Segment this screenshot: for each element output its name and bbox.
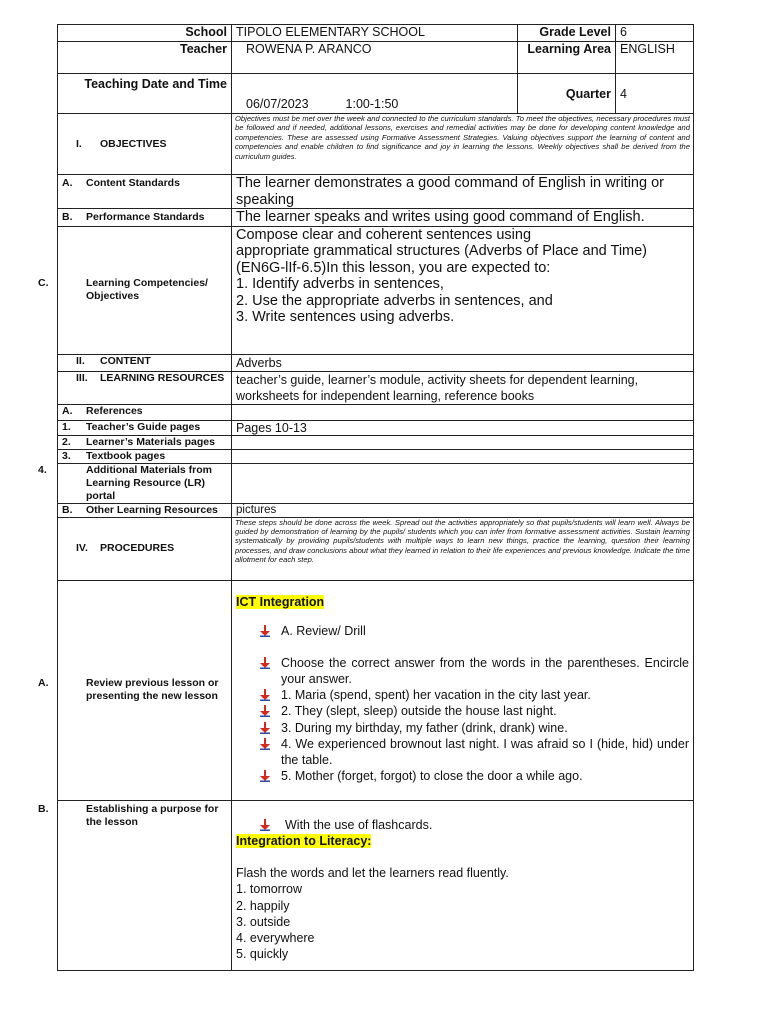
purpose-label: B. Establishing a purpose for the lesson <box>58 800 232 970</box>
learning-area-value: ENGLISH <box>616 42 694 74</box>
reference-item-label: 1. Teacher’s Guide pages <box>58 420 232 435</box>
reference-item-value <box>232 463 694 503</box>
list-item: Choose the correct answer from the words in the parentheses. Encircle your answer. <box>236 655 689 687</box>
word-item: 3. outside <box>236 914 291 929</box>
performance-standards-label: B. Performance Standards <box>58 209 232 227</box>
bullet-arrow-icon <box>260 705 270 717</box>
references-label: A. References <box>58 404 232 420</box>
school-row <box>58 25 694 42</box>
word-item: 1. tomorrow <box>236 882 302 897</box>
content-value: Adverbs <box>232 354 694 371</box>
grade-level-label: Grade Level <box>518 25 616 42</box>
other-resources-label: B. Other Learning Resources <box>58 503 232 517</box>
teacher-label: Teacher <box>58 42 232 74</box>
learning-area-label: Learning Area <box>518 42 616 74</box>
list-item: 3. During my birthday, my father (drink, drank) wine. <box>236 720 689 736</box>
bullet-arrow-icon <box>260 738 270 750</box>
references-row <box>58 404 694 420</box>
word-item: 4. everywhere <box>236 931 315 946</box>
teacher-value: ROWENA P. ARANCO <box>232 42 518 74</box>
ict-integration-highlight: ICT Integration <box>236 594 325 609</box>
learning-resources-value: teacher’s guide, learner’s module, activity sheets for dependent learning, worksheets for independent learning, reference books <box>232 371 694 404</box>
reference-item-row <box>58 420 694 435</box>
list-item: 1. Maria (spend, spent) her vacation in the city last year. <box>236 687 689 703</box>
bullet-arrow-icon <box>260 770 270 782</box>
content-standards-value: The learner demonstrates a good command of English in writing or speaking <box>232 175 694 209</box>
reference-item-label: 4. Additional Materials from Learning Resource (LR) portal <box>58 463 232 503</box>
reference-item-label: 2. Learner’s Materials pages <box>58 435 232 449</box>
competency-line: 2. Use the appropriate adverbs in sentences, and <box>236 292 553 309</box>
learning-resources-label: III. LEARNING RESOURCES <box>58 371 232 404</box>
bullet-arrow-icon <box>260 689 270 701</box>
quarter-label: Quarter <box>518 74 616 114</box>
bullet-arrow-icon <box>260 819 270 831</box>
reference-item-value <box>232 449 694 463</box>
review-content <box>232 580 694 800</box>
review-questions <box>236 655 689 785</box>
bullet-arrow-icon <box>260 722 270 734</box>
objectives-label: I. OBJECTIVES <box>58 114 232 175</box>
teacher-row <box>58 42 694 74</box>
review-list <box>236 623 689 639</box>
list-item: 5. Mother (forget, forgot) to close the door a while ago. <box>236 768 689 784</box>
competency-line: 1. Identify adverbs in sentences, <box>236 276 444 292</box>
list-item: 2. They (slept, sleep) outside the house last night. <box>236 703 689 719</box>
literacy-integration-highlight: Integration to Literacy: <box>236 833 372 848</box>
reference-item-row <box>58 463 694 503</box>
procedures-label: IV. PROCEDURES <box>58 517 232 580</box>
competency-line: (EN6G-lIf-6.5)In this lesson, you are expected to: <box>236 259 551 276</box>
reference-item-row <box>58 435 694 449</box>
bullet-arrow-icon <box>260 657 270 669</box>
word-item: 2. happily <box>236 898 290 913</box>
list-item: 4. We experienced brownout last night. I was afraid so I (hide, hid) under the table. <box>236 736 689 768</box>
content-row <box>58 354 694 371</box>
reference-item-row <box>58 449 694 463</box>
objectives-row <box>58 114 694 175</box>
performance-standards-row <box>58 209 694 227</box>
list-item: A. Review/ Drill <box>236 623 689 639</box>
lesson-plan <box>38 24 693 971</box>
teaching-date-value <box>232 74 518 114</box>
bullet-arrow-icon <box>260 625 270 637</box>
references-value <box>232 404 694 420</box>
lesson-plan-table <box>38 24 694 971</box>
procedures-note: These steps should be done across the week. Spread out the activities appropriately so that pupils/students will learn well. Always be guided by demonstration of learning by the pupils/ students which you can infer from formative assessment activities. Sustain learning systematically by providing pupils/students with multiple ways to learn new things, practice the learning, question their learning processes, and draw conclusions about what they learned in relation to their life experiences and previous knowledge. Indicate the time allotment for each step. <box>232 517 694 580</box>
purpose-list <box>236 817 689 833</box>
content-label: II. CONTENT <box>58 354 232 371</box>
competencies-value <box>232 226 694 354</box>
word-item: 5. quickly <box>236 947 289 962</box>
other-resources-row <box>58 503 694 517</box>
competency-line: Compose clear and coherent sentences using <box>236 226 532 243</box>
procedures-row <box>58 517 694 580</box>
date-value: 06/07/2023 <box>246 97 309 111</box>
learning-resources-row <box>58 371 694 404</box>
reference-item-value <box>232 435 694 449</box>
performance-standards-value: The learner speaks and writes using good command of English. <box>232 209 694 227</box>
purpose-instruction: Flash the words and let the learners read fluently. <box>236 866 509 880</box>
other-resources-value: pictures <box>232 503 694 517</box>
grade-level-value: 6 <box>616 25 694 42</box>
reference-item-label: 3. Textbook pages <box>58 449 232 463</box>
objectives-note: Objectives must be met over the week and connected to the curriculum standards. To meet the objectives, necessary procedures must be followed and if needed, additional lessons, exercises and remedial activities may be done for developing content knowledge and competencies. These are assessed using Formative Assessment Strategies. Valuing objectives support the learning of content and competencies and enable children to find significance and joy in learning the lessons. Weekly objectives shall be derived from the curriculum guides. <box>232 114 694 175</box>
competency-line: appropriate grammatical structures (Adverbs of Place and Time) <box>236 243 648 259</box>
purpose-row <box>58 800 694 970</box>
purpose-content <box>232 800 694 970</box>
review-label: A. Review previous lesson or presenting the new lesson <box>58 580 232 800</box>
time-value: 1:00-1:50 <box>345 97 399 111</box>
school-label: School <box>58 25 232 42</box>
school-value: TIPOLO ELEMENTARY SCHOOL <box>232 25 518 42</box>
list-item: With the use of flashcards. <box>236 817 689 833</box>
teaching-date-label: Teaching Date and Time <box>58 74 232 114</box>
competencies-label: C. Learning Competencies/ Objectives <box>58 226 232 354</box>
content-standards-label: A. Content Standards <box>58 175 232 209</box>
competencies-row <box>58 226 694 354</box>
content-standards-row <box>58 175 694 209</box>
date-row <box>58 74 694 114</box>
competency-line: 3. Write sentences using adverbs. <box>236 309 455 325</box>
reference-item-value: Pages 10-13 <box>232 420 694 435</box>
quarter-value: 4 <box>616 74 694 114</box>
review-row <box>58 580 694 800</box>
